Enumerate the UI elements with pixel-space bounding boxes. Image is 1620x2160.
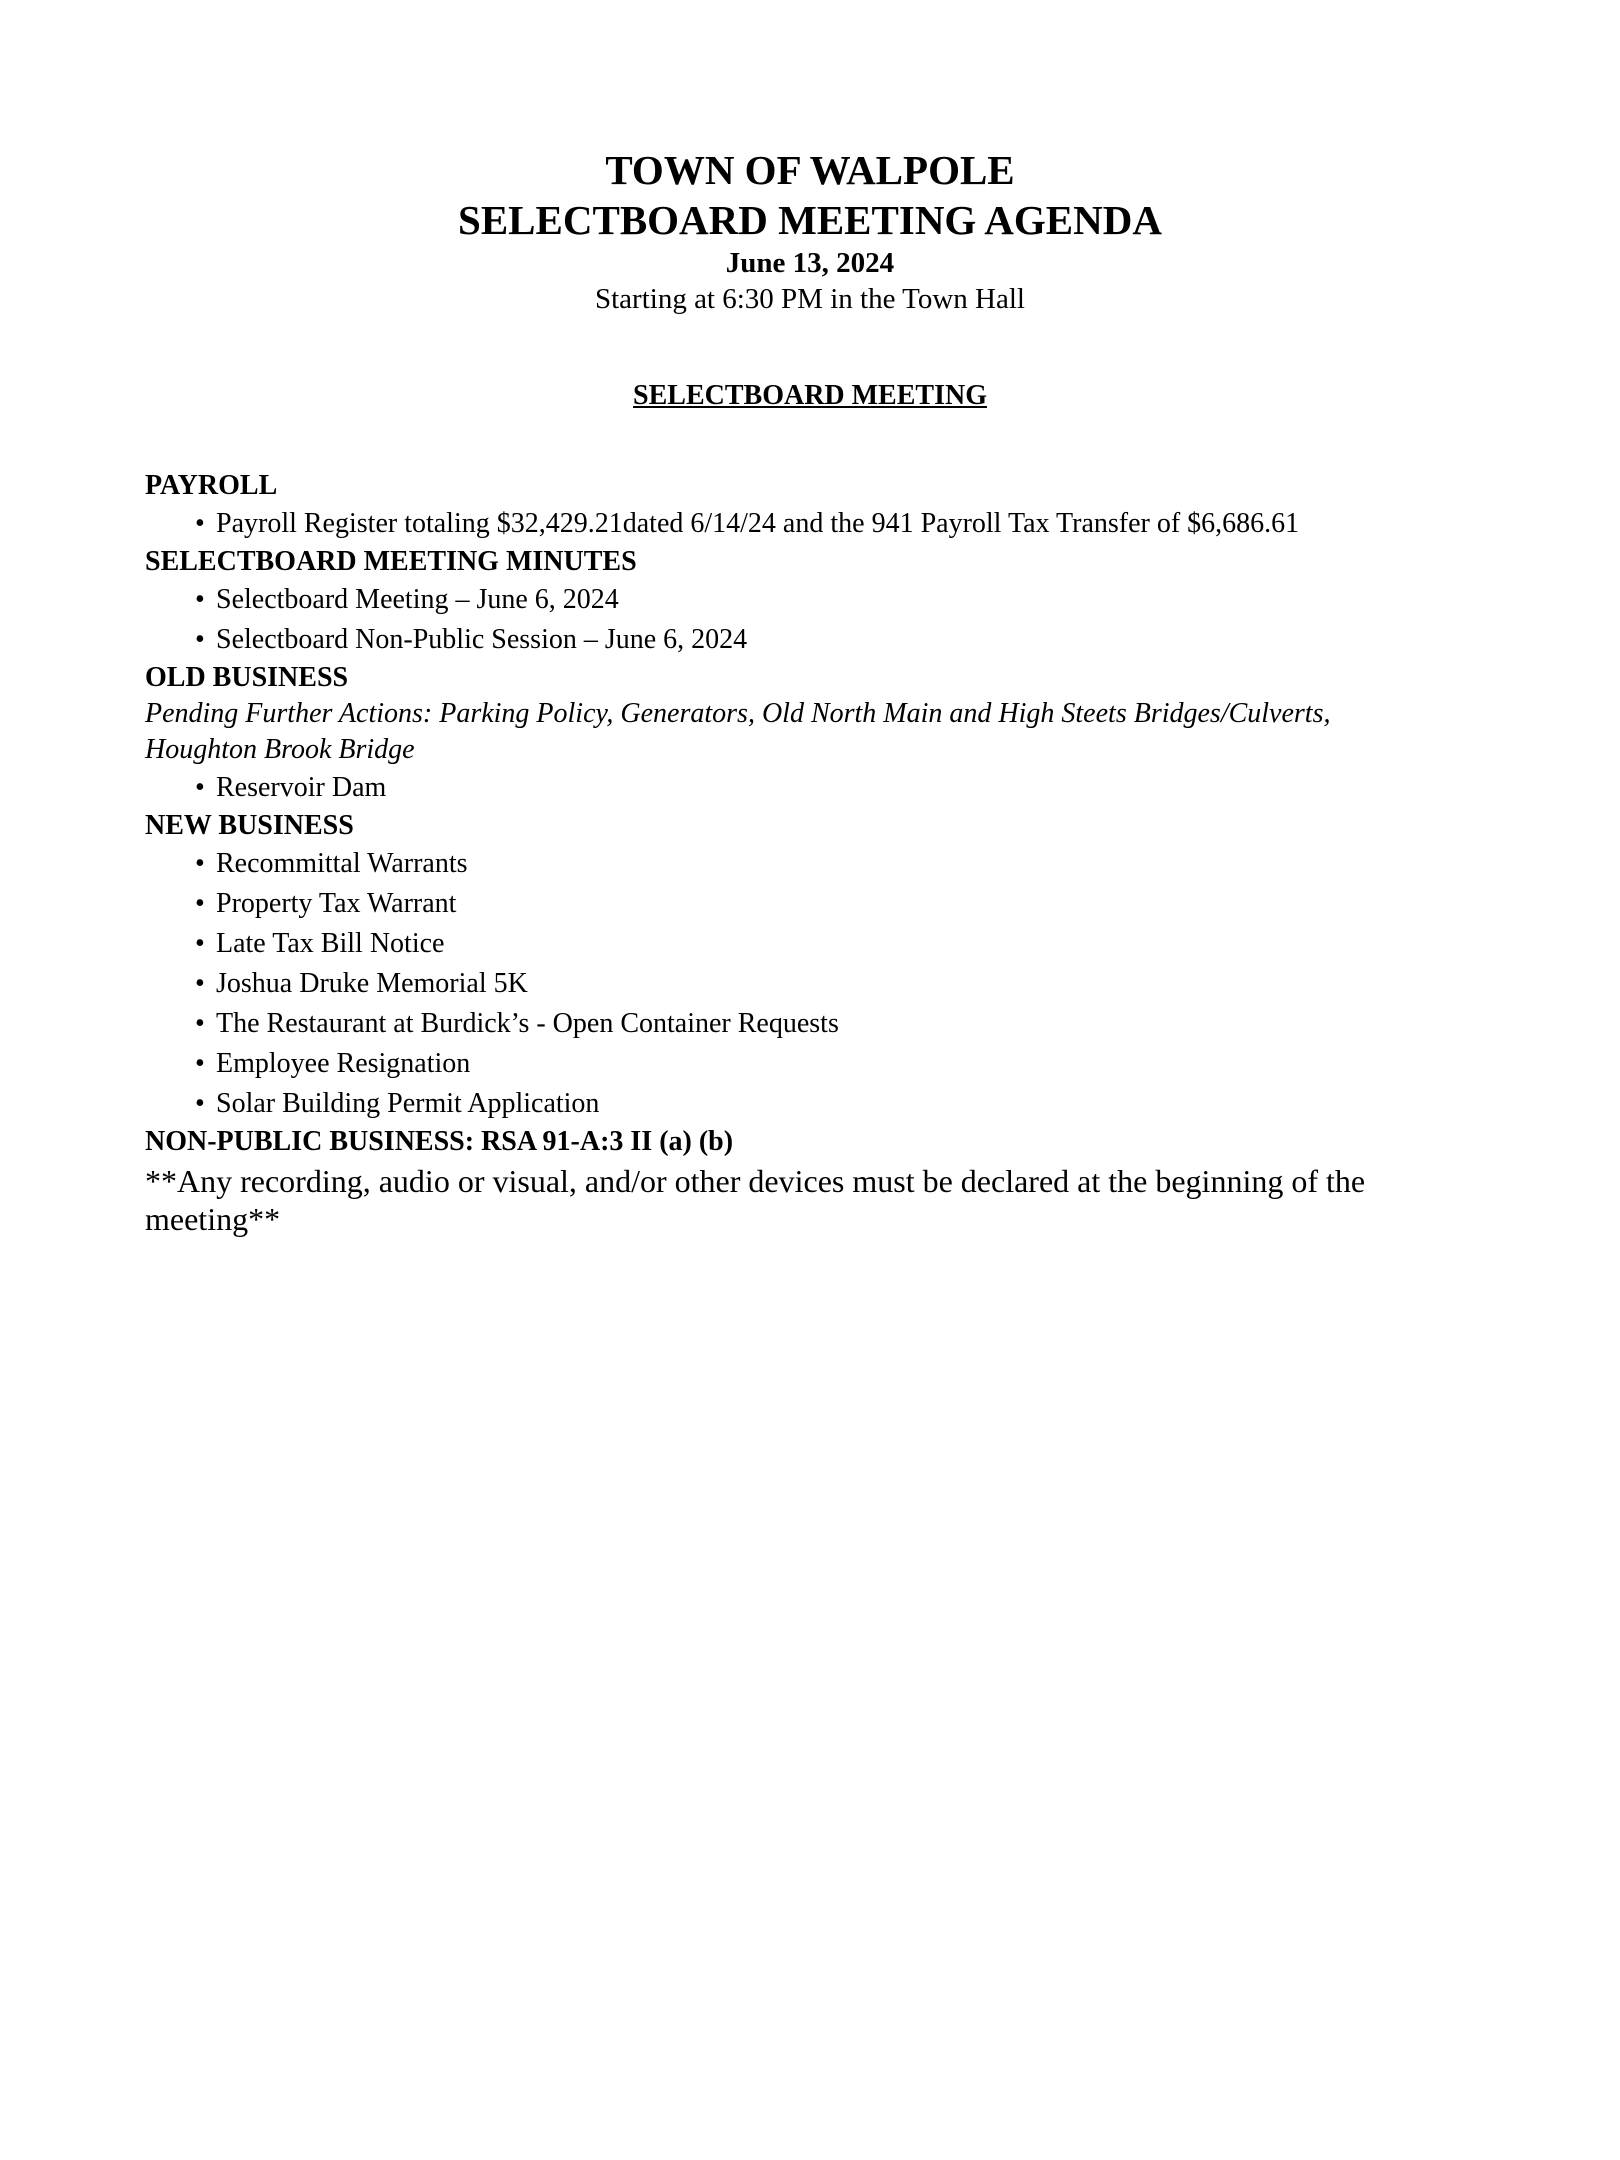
- town-name: TOWN OF WALPOLE: [605, 147, 1015, 193]
- agenda-title: SELECTBOARD MEETING AGENDA: [458, 197, 1162, 243]
- bullet-icon: •: [195, 584, 205, 615]
- new-business-heading: NEW BUSINESS: [145, 810, 354, 841]
- minutes-list: [145, 580, 1445, 660]
- recording-notice: **Any recording, audio or visual, and/or other devices must be declared at the beginning of the meeting**: [145, 1163, 1366, 1237]
- list-item: • The Restaurant at Burdick’s - Open Container Requests: [145, 1004, 1445, 1044]
- bullet-icon: •: [195, 928, 205, 959]
- bullet-icon: •: [195, 1008, 205, 1039]
- bullet-icon: •: [195, 508, 205, 539]
- list-item: • Late Tax Bill Notice: [145, 924, 1445, 964]
- list-item: • Selectboard Meeting – June 6, 2024: [145, 580, 1445, 620]
- agenda-header: [0, 145, 1620, 317]
- bullet-icon: •: [195, 624, 205, 655]
- bullet-icon: •: [195, 848, 205, 879]
- bullet-icon: •: [195, 1048, 205, 1079]
- list-item: • Reservoir Dam: [145, 768, 1445, 808]
- new-business-list: [145, 844, 1445, 1124]
- payroll-heading: PAYROLL: [145, 470, 278, 501]
- list-item: • Joshua Druke Memorial 5K: [145, 964, 1445, 1004]
- bullet-icon: •: [195, 888, 205, 919]
- list-item: • Selectboard Non-Public Session – June 6, 2024: [145, 620, 1445, 660]
- old-business-list: [145, 768, 1445, 808]
- selectboard-meeting-heading: SELECTBOARD MEETING: [633, 380, 987, 411]
- meeting-start: Starting at 6:30 PM in the Town Hall: [594, 283, 1025, 315]
- non-public-heading: NON-PUBLIC BUSINESS: RSA 91-A:3 II (a) (b): [145, 1126, 734, 1157]
- bullet-icon: •: [195, 772, 205, 803]
- list-item: • Employee Resignation: [145, 1044, 1445, 1084]
- list-item: • Recommittal Warrants: [145, 844, 1445, 884]
- meeting-date: June 13, 2024: [725, 247, 895, 279]
- list-item: • Payroll Register totaling $32,429.21dated 6/14/24 and the 941 Payroll Tax Transfer of $6,686.61: [145, 504, 1445, 544]
- bullet-icon: •: [195, 1088, 205, 1119]
- agenda-body: [145, 468, 1445, 1238]
- minutes-heading: SELECTBOARD MEETING MINUTES: [145, 546, 637, 577]
- bullet-icon: •: [195, 968, 205, 999]
- pending-actions: Pending Further Actions: Parking Policy, Generators, Old North Main and High Steets Bridges/Culverts, Houghton Brook Bridge: [145, 698, 1331, 765]
- list-item: • Property Tax Warrant: [145, 884, 1445, 924]
- payroll-list: [145, 504, 1445, 544]
- list-item: • Solar Building Permit Application: [145, 1084, 1445, 1124]
- old-business-heading: OLD BUSINESS: [145, 662, 349, 693]
